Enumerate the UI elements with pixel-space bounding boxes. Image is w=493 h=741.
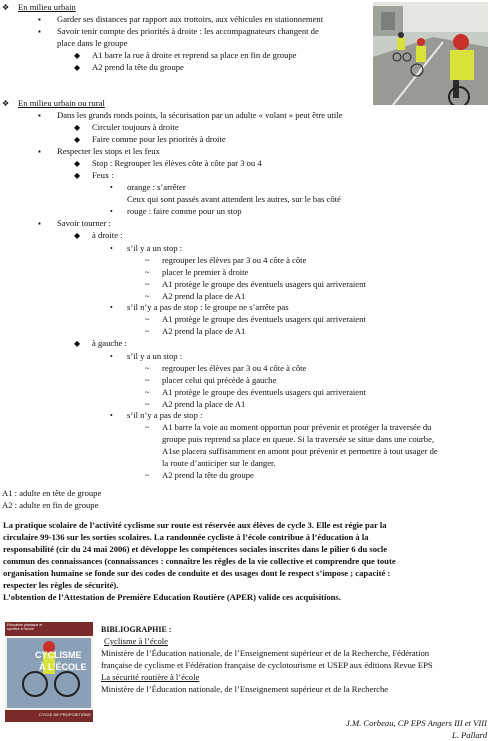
list-item: Ceux qui sont passés avant attendent les autres, sur le bas côté [127,194,341,204]
list-item: A1 barre la rue à droite et reprend sa place en fin de groupe [92,50,297,60]
diamond-bullet-icon: ❖ [2,99,10,108]
tilde-bullet-icon: ~ [145,376,150,385]
tilde-bullet-icon: ~ [145,292,150,301]
list-item: Savoir tourner : [57,218,111,228]
book-bottom-text: CYCLE DE PROPOSITIONS [39,712,91,717]
cyclists-photo [373,2,488,105]
list-item: Savoir tenir compte des priorités à droite : les accompagnateurs changent de [57,26,319,36]
diamond-bullet-icon: ◆ [74,135,81,144]
paragraph-line: commun des connaissances (connaissances : connaître les règles de la vie collective et comprendre que toute [3,556,396,566]
list-item: Stop : Regrouper les élèves côte à côte par 3 ou 4 [92,158,262,168]
book-cover-image [5,622,93,722]
diamond-bullet-icon: ◆ [74,51,81,60]
list-item: s’il n’y a pas de stop : [127,410,203,420]
list-item: groupe puis reprend sa place en queue. Si la traversée se situe dans une courbe, [162,434,435,444]
diamond-bullet-icon: ◆ [74,159,81,168]
list-item: A1 protège le groupe des éventuels usagers qui arriveraient [162,314,366,324]
square-bullet-icon: ▪ [38,27,41,36]
list-item: Garder ses distances par rapport aux trottoirs, aux véhicules en stationnement [57,14,324,24]
legend-a2: A2 : adulte en fin de groupe [2,500,99,510]
diamond-bullet-icon: ◆ [74,123,81,132]
diamond-bullet-icon: ◆ [74,339,81,348]
square-bullet-icon: ▪ [38,111,41,120]
square-bullet-icon: ▪ [38,219,41,228]
section1-heading: En milieu urbain [18,2,76,12]
circle-bullet-icon: • [110,207,113,216]
bibliography-text: Ministère de l’Éducation nationale, de l’Enseignement supérieur et de la Recherche [101,684,389,694]
bibliography-text: Ministère de l’Éducation nationale, de l’Enseignement supérieur et de la Recherche, Fédération [101,648,430,658]
tilde-bullet-icon: ~ [145,388,150,397]
list-item: A1se placera suffisamment en amont pour prévenir et permettre à tout usager de [162,446,438,456]
list-item: A2 prend la place de A1 [162,291,246,301]
circle-bullet-icon: • [110,411,113,420]
tilde-bullet-icon: ~ [145,256,150,265]
list-item: à gauche : [92,338,127,348]
circle-bullet-icon: • [110,183,113,192]
bibliography-title2: La sécurité routière à l’école [101,672,200,682]
book-top-text: Education physique et sportive à l’école [7,623,43,631]
book-title-line1: CYCLISME [35,650,82,660]
book-title-line2: À L’ÉCOLE [39,662,87,672]
tilde-bullet-icon: ~ [145,400,150,409]
list-item: à droite : [92,230,123,240]
paragraph-line: La pratique scolaire de l’activité cyclisme sur route est réservée aux élèves de cycle 3. Elle est régie par la [3,520,387,530]
tilde-bullet-icon: ~ [145,327,150,336]
legend-a1: A1 : adulte en tête de groupe [2,488,102,498]
list-item: regrouper les élèves par 3 ou 4 côte à côte [162,255,307,265]
tilde-bullet-icon: ~ [145,364,150,373]
bibliography-title1: Cyclisme à l’école [104,636,168,646]
signature-line2: L. Pallard [451,730,487,740]
list-item: A2 prend la tête du groupe [92,62,184,72]
paragraph-line: circulaire 99-136 sur les sorties scolaires. La randonnée cycliste à l’école contribue à l’éducation à la [3,532,369,542]
list-item: s’il y a un stop : [127,351,183,361]
section2-heading: En milieu urbain ou rural [18,98,105,108]
bibliography-heading: BIBLIOGRAPHIE : [101,625,172,634]
diamond-bullet-icon: ◆ [74,231,81,240]
list-item: s’il n’y a pas de stop : le groupe ne s’arrête pas [127,302,289,312]
list-item: A1 protège le groupe des éventuels usagers qui arriveraient [162,279,366,289]
list-item: Circuler toujours à droite [92,122,179,132]
circle-bullet-icon: • [110,244,113,253]
diamond-bullet-icon: ◆ [74,171,81,180]
paragraph-line: responsabilité (cir du 24 mai 2006) et développe les compétences sociales inscrites dans le pilier 6 du socle [3,544,388,554]
list-item: s’il y a un stop : [127,243,183,253]
tilde-bullet-icon: ~ [145,280,150,289]
tilde-bullet-icon: ~ [145,471,150,480]
list-item: A2 prend la place de A1 [162,326,246,336]
circle-bullet-icon: • [110,352,113,361]
list-item: Feux : [92,170,114,180]
list-item: A2 prend la tête du groupe [162,470,254,480]
list-item: Faire comme pour les priorités à droite [92,134,226,144]
paragraph-line: respecter les règles de sécurité). [3,580,119,590]
list-item: orange : s’arrêter [127,182,186,192]
list-item: A2 prend la place de A1 [162,399,246,409]
paragraph-line: L’obtention de l’Attestation de Première Education Routière (APER) valide ces acquisitions. [3,592,341,602]
list-item: A1 barre la voie au moment opportun pour prévenir et protéger la traversée du [162,422,432,432]
list-item: A1 protège le groupe des éventuels usagers qui arriveraient [162,387,366,397]
list-item: regrouper les élèves par 3 ou 4 côte à côte [162,363,307,373]
tilde-bullet-icon: ~ [145,315,150,324]
list-item: placer le premier à droite [162,267,249,277]
signature-line1: J.M. Corbeau, CP EPS Angers III et VIII [346,718,487,728]
list-item: place dans le groupe [57,38,128,48]
paragraph-line: organisation humaine se fonde sur des codes de conduite et des usages dont le respect s’impose ; capacité : [3,568,391,578]
list-item: placer celui qui précède à gauche [162,375,277,385]
list-item: Dans les grands ronds points, la sécurisation par un adulte « volant » peut être utile [57,110,343,120]
tilde-bullet-icon: ~ [145,268,150,277]
diamond-bullet-icon: ◆ [74,63,81,72]
bibliography-text: française de cyclisme et Fédération française de cyclotourisme et USEP aux éditions Revue EPS [101,660,433,670]
diamond-bullet-icon: ❖ [2,3,10,12]
circle-bullet-icon: • [110,303,113,312]
list-item: Respecter les stops et les feux [57,146,160,156]
square-bullet-icon: ▪ [38,15,41,24]
list-item: la route d’anticiper sur le danger. [162,458,276,468]
square-bullet-icon: ▪ [38,147,41,156]
list-item: rouge : faire comme pour un stop [127,206,242,216]
tilde-bullet-icon: ~ [145,423,150,432]
